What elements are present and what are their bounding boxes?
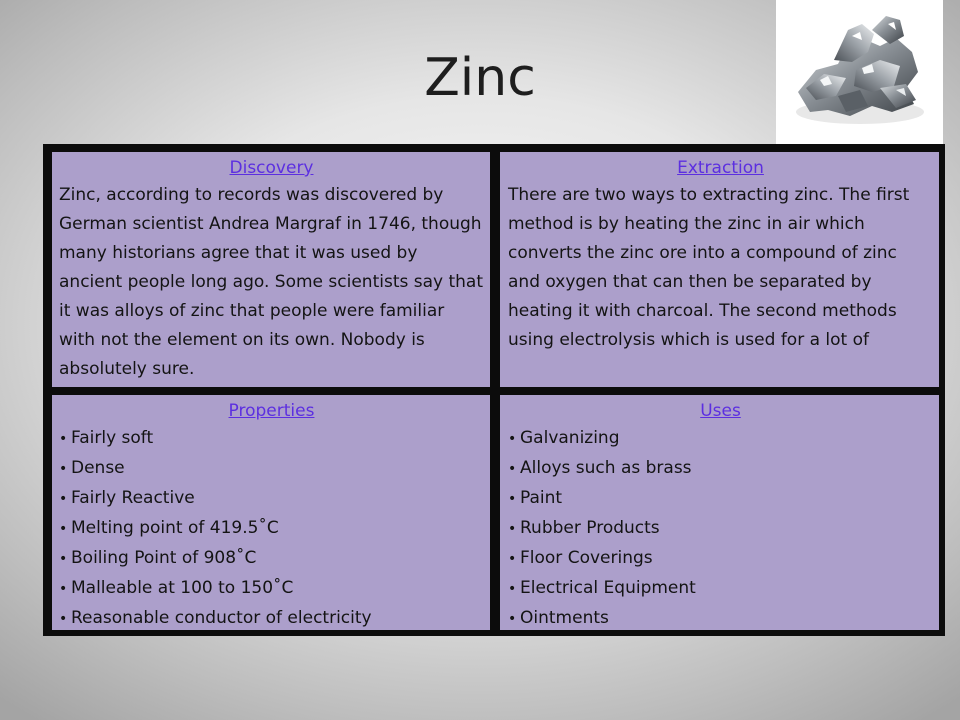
list-item-text: Boiling Point of 908˚C [71, 548, 257, 568]
list-item-text: Paint [520, 488, 563, 508]
list-item [59, 574, 484, 604]
list-item-text: Rubber Products [520, 518, 660, 538]
bullet-icon: • [59, 611, 68, 627]
bullet-icon: • [508, 581, 517, 597]
uses-list [508, 424, 933, 630]
bullet-icon: • [59, 521, 68, 537]
zinc-metal-image [776, 0, 943, 148]
slide-title: Zinc [424, 48, 536, 108]
bullet-icon: • [59, 491, 68, 507]
properties-cell [52, 395, 490, 630]
list-item-text: Fairly soft [71, 428, 154, 448]
extraction-cell [500, 152, 939, 387]
list-item-text: Electrical Equipment [520, 578, 696, 598]
list-item-text: Galvanizing [520, 428, 620, 448]
list-item [59, 424, 484, 454]
discovery-text: Zinc, according to records was discovered by German scientist Andrea Margraf in 1746, though many historians agree that it was used by ancient people long ago. Some scientists say that it was alloys of zinc that people were familiar with not the element on its own. Nobody is absolutely sure. [59, 185, 484, 379]
list-item [508, 484, 933, 514]
bullet-icon: • [508, 611, 517, 627]
extraction-heading[interactable]: Extraction [677, 158, 764, 178]
list-item [59, 514, 484, 544]
bullet-icon: • [508, 491, 517, 507]
properties-heading[interactable]: Properties [228, 401, 315, 421]
list-item [508, 574, 933, 604]
uses-cell [500, 395, 939, 630]
list-item [508, 424, 933, 454]
uses-heading[interactable]: Uses [700, 401, 741, 421]
discovery-cell [52, 152, 490, 387]
properties-list [59, 424, 484, 630]
list-item [508, 544, 933, 574]
list-item-text: Alloys such as brass [520, 458, 692, 478]
list-item [508, 604, 933, 630]
list-item-text: Malleable at 100 to 150˚C [71, 578, 294, 598]
list-item-text: Ointments [520, 608, 609, 628]
list-item [59, 484, 484, 514]
bullet-icon: • [59, 551, 68, 567]
zinc-photo [776, 0, 943, 148]
bullet-icon: • [508, 551, 517, 567]
list-item [508, 454, 933, 484]
bullet-icon: • [59, 581, 68, 597]
bullet-icon: • [59, 461, 68, 477]
bullet-icon: • [59, 431, 68, 447]
bullet-icon: • [508, 461, 517, 477]
list-item-text: Reasonable conductor of electricity [71, 608, 372, 628]
bullet-icon: • [508, 521, 517, 537]
discovery-heading[interactable]: Discovery [229, 158, 314, 178]
list-item [59, 454, 484, 484]
extraction-text: There are two ways to extracting zinc. The first method is by heating the zinc in air which converts the zinc ore into a compound of zinc and oxygen that can then be separated by heating it with charcoal. The second methods using electrolysis which is used for a lot of [508, 185, 910, 350]
list-item-text: Melting point of 419.5˚C [71, 518, 279, 538]
list-item [59, 604, 484, 630]
list-item-text: Fairly Reactive [71, 488, 195, 508]
list-item-text: Dense [71, 458, 125, 478]
bullet-icon: • [508, 431, 517, 447]
list-item [59, 544, 484, 574]
list-item-text: Floor Coverings [520, 548, 653, 568]
list-item [508, 514, 933, 544]
